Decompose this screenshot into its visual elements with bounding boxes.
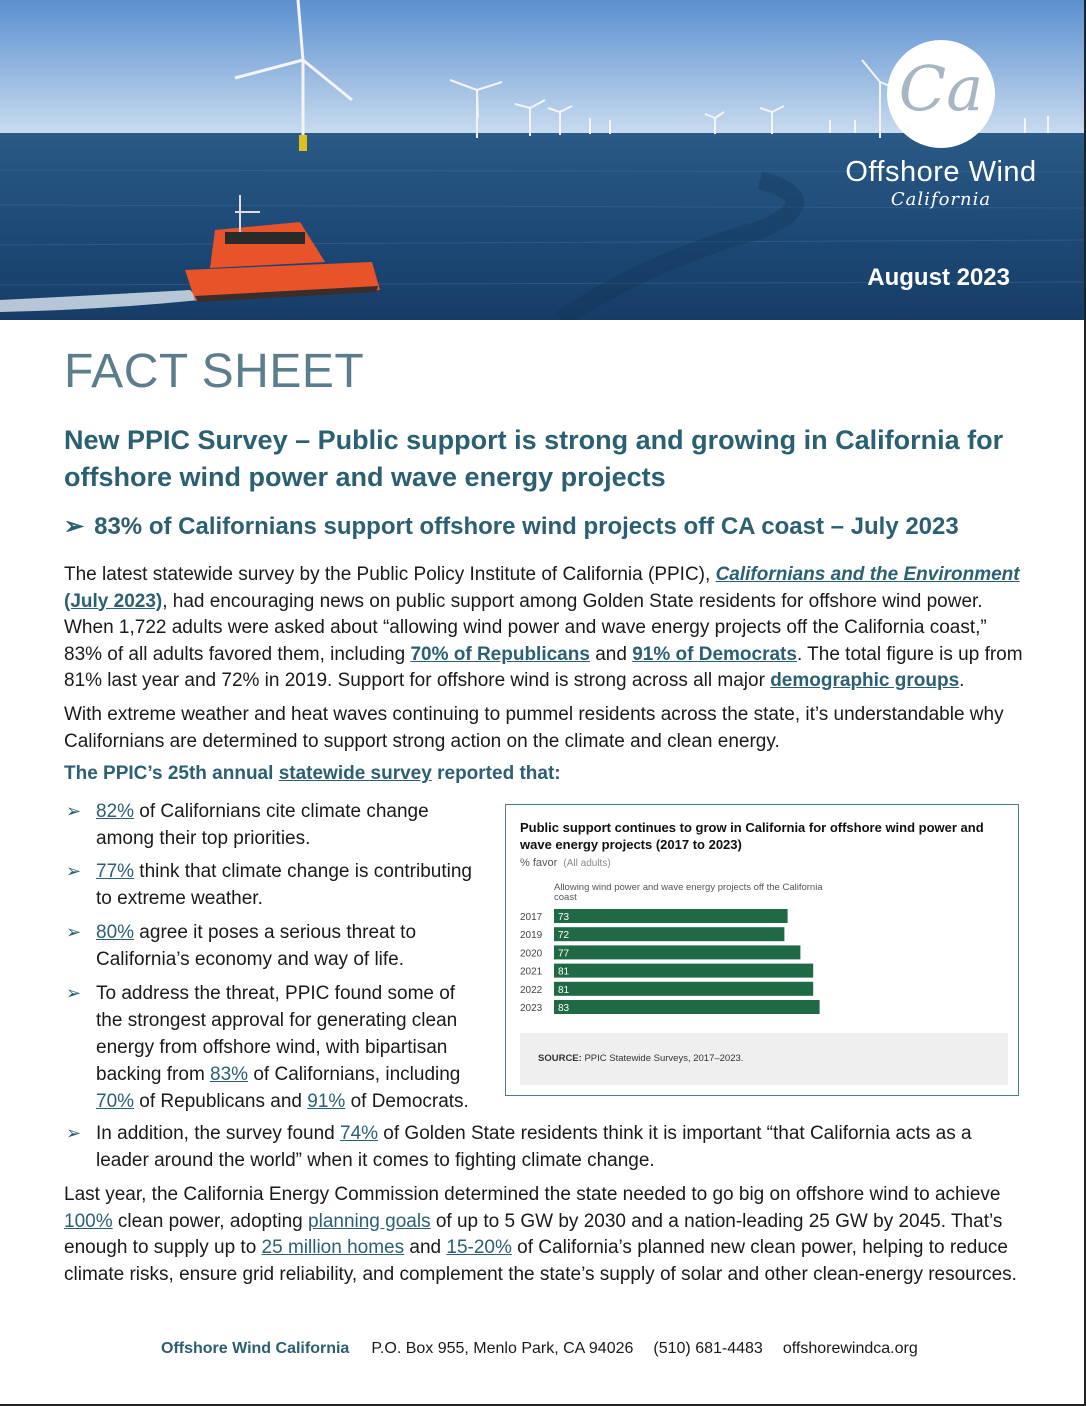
text-run: clean power, adopting (112, 1210, 309, 1232)
chart-bar (554, 1000, 820, 1014)
text-run: To address the threat, PPIC found some of (96, 983, 456, 1004)
footer-address: P.O. Box 955, Menlo Park, CA 94026 (371, 1340, 634, 1357)
link-70-percent[interactable]: 70% (96, 1091, 135, 1112)
ca-logo-icon (887, 40, 995, 148)
link-82-percent[interactable]: 82% (96, 801, 135, 822)
bar-value-label: 81 (558, 966, 570, 978)
arrow-bullet-icon: ➢ (66, 922, 82, 942)
document-label: FACT SHEET (64, 345, 365, 398)
text-run: among their top priorities. (96, 828, 311, 849)
text-run: of Democrats. (345, 1091, 469, 1112)
footer-website-link[interactable]: offshorewindca.org (782, 1340, 918, 1357)
arrow-bullet-icon: ➢ (66, 801, 82, 821)
intro-paragraph (64, 562, 1024, 695)
publication-date: August 2023 (867, 264, 1010, 291)
units-note: (All adults) (563, 858, 611, 869)
link-july-2023[interactable]: (July 2023) (64, 590, 163, 612)
link-91-percent[interactable]: 91% (307, 1091, 346, 1112)
text-run: the strongest approval for generating clean (96, 1010, 458, 1031)
text-run: The PPIC’s 25th annual (64, 763, 279, 784)
text-run: leader around the world” when it comes to fighting climate change. (96, 1150, 655, 1171)
link-91-of-democrats[interactable]: 91% of Democrats (632, 643, 797, 665)
units-label: % favor (520, 857, 558, 869)
text-run: The latest statewide survey by the Public Policy Institute of California (PPIC), (64, 564, 716, 585)
text-run: agree it poses a serious threat to (134, 922, 417, 943)
link-planning-goals[interactable]: planning goals (308, 1210, 431, 1232)
survey-findings-heading (64, 763, 561, 785)
chart-plot (506, 805, 1020, 1035)
chart-title: Public support continues to grow in California for offshore wind power and wave energy projects (2017 to 2023) (520, 820, 984, 852)
context-paragraph: With extreme weather and heat waves continuing to pummel residents across the state, it’s understandable why Californians are determined to support strong action on the climate and clean energy. (64, 704, 1004, 752)
link-77-percent[interactable]: 77% (96, 861, 135, 882)
bar-value-label: 77 (558, 948, 570, 960)
text-run: of Republicans and (134, 1091, 308, 1112)
chart-bar (554, 945, 800, 959)
link-demographic-groups[interactable]: demographic groups (770, 670, 960, 691)
closing-paragraph (64, 1182, 1024, 1288)
logo-monogram: Ca (898, 52, 984, 125)
link-80-percent[interactable]: 80% (96, 922, 135, 943)
source-text: PPIC Statewide Surveys, 2017–2023. (584, 1053, 744, 1064)
text-run: of up to 5 GW by 2030 and a nation-leading 25 GW by 2045. That’s enough to supply up to (64, 1210, 1003, 1258)
text-run: and (589, 643, 633, 665)
chart-bar (554, 964, 813, 978)
text-run: backing from (96, 1064, 211, 1085)
subheading (64, 512, 959, 541)
bar-value-label: 73 (558, 912, 570, 923)
text-run: and (404, 1237, 447, 1258)
footer-phone: (510) 681-4483 (653, 1340, 763, 1357)
chart-source-box (520, 1033, 1008, 1085)
text-run: In addition, the survey found (96, 1123, 340, 1144)
bar-value-label: 81 (558, 984, 570, 996)
arrow-bullet-icon: ➢ (64, 513, 85, 540)
text-run: . (959, 670, 965, 691)
text-run: Last year, the California Energy Commission determined the state needed to go big on offshore wind to achieve (64, 1184, 1001, 1205)
text-run: of Californians cite climate change (134, 801, 429, 822)
source-label: SOURCE: (538, 1053, 582, 1064)
link-californians-and-the-environment[interactable]: Californians and the Environment (715, 564, 1020, 585)
link-25-million-homes[interactable]: 25 million homes (261, 1237, 405, 1258)
year-tick-label: 2019 (520, 930, 543, 942)
support-chart (505, 804, 1019, 1096)
link-74-percent[interactable]: 74% (340, 1123, 379, 1144)
chart-bar (554, 982, 813, 996)
link-15-20-percent[interactable]: 15-20% (446, 1237, 512, 1258)
text-run: of Golden State residents think it is important “that California acts as a (378, 1123, 972, 1144)
year-tick-label: 2023 (520, 1003, 543, 1014)
bar-value-label: 72 (558, 930, 570, 942)
link-83-percent[interactable]: 83% (210, 1064, 249, 1085)
text-run: to extreme weather. (96, 888, 263, 909)
year-tick-label: 2020 (520, 948, 543, 960)
brand-subtitle: California (890, 189, 992, 210)
text-run: , had encouraging news on public support among Golden State residents for offshore wind power. When 1,722 adults were asked about “allowing wind power and wave energy projects off the California coast,” 83% of all adults favored them, including (64, 590, 987, 665)
chart-bar (554, 927, 784, 941)
text-run: reported that: (431, 763, 561, 784)
text-run: think that climate change is contributing (134, 861, 472, 882)
arrow-bullet-icon: ➢ (66, 861, 82, 881)
text-run: of California’s planned new clean power, helping to reduce climate risks, ensure grid reliability, and complement the state’s supply of solar and other clean-energy resources. (64, 1237, 1017, 1285)
year-tick-label: 2017 (520, 912, 543, 923)
brand-logo (836, 40, 1046, 210)
text-run: California’s economy and way of life. (96, 949, 405, 970)
series-label: Allowing wind power and wave energy projects off the California coast (554, 882, 823, 903)
text-run: . The total figure is up from 81% last year and 72% in 2019. Support for offshore wind is strong across all major (64, 643, 1023, 691)
year-tick-label: 2021 (520, 966, 543, 978)
year-tick-label: 2022 (520, 984, 543, 996)
header-photo (0, 0, 1086, 320)
document-title: New PPIC Survey – Public support is strong and growing in California for offshore wind power and wave energy projects (64, 425, 1004, 492)
text-run: of Californians, including (248, 1064, 461, 1085)
chart-bar (554, 909, 788, 923)
arrow-bullet-icon: ➢ (66, 983, 82, 1003)
bar-value-label: 83 (558, 1003, 570, 1014)
subheading-text: 83% of Californians support offshore wind projects off CA coast – July 2023 (94, 513, 959, 540)
arrow-bullet-icon: ➢ (66, 1123, 82, 1143)
text-run: energy from offshore wind, with bipartisan (96, 1037, 448, 1058)
link-100-percent[interactable]: 100% (64, 1210, 113, 1232)
link-statewide-survey[interactable]: statewide survey (278, 763, 432, 784)
footer (161, 1340, 918, 1358)
brand-name: Offshore Wind (845, 156, 1037, 188)
footer-org: Offshore Wind California (161, 1340, 350, 1357)
link-70-of-republicans[interactable]: 70% of Republicans (410, 643, 590, 665)
